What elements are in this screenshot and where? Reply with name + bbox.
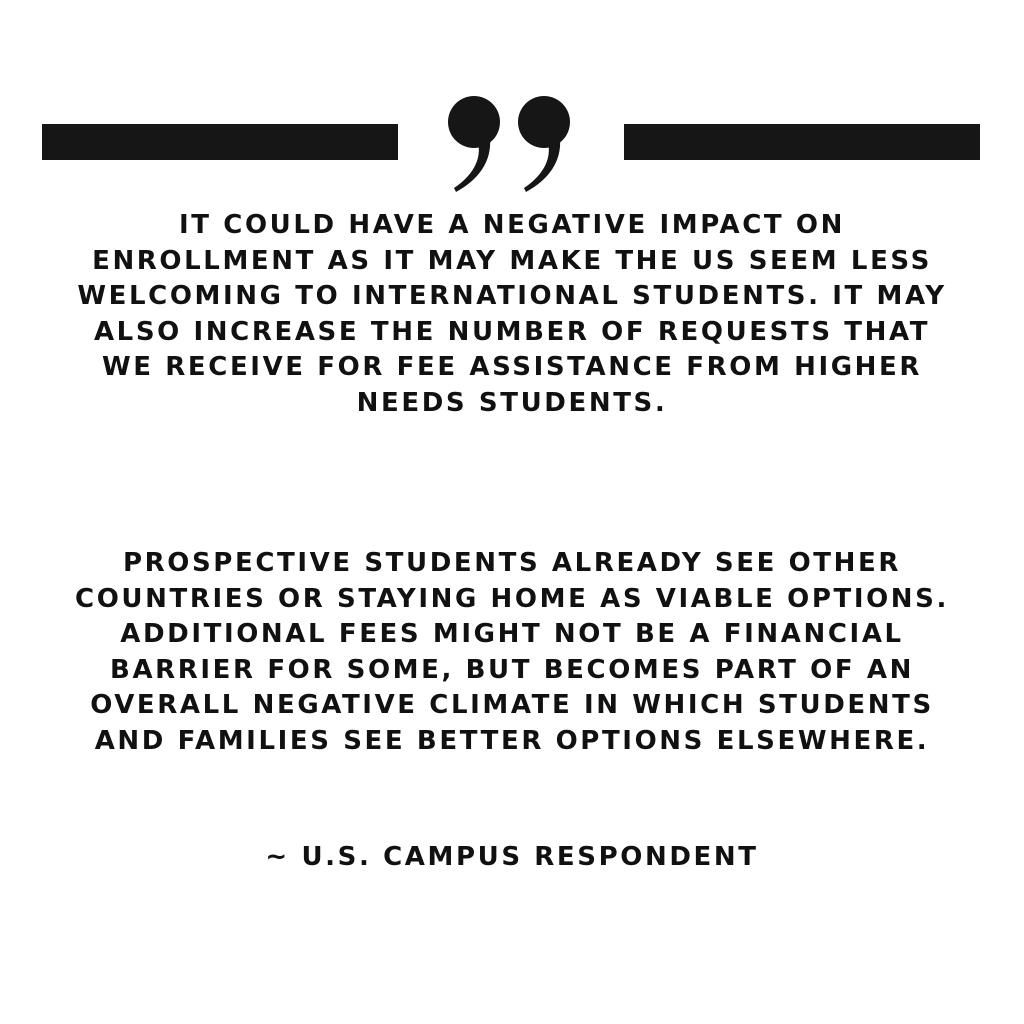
quote-line: ADDITIONAL FEES MIGHT NOT BE A FINANCIAL xyxy=(120,619,904,649)
quote-line: ALSO INCREASE THE NUMBER OF REQUESTS THAT xyxy=(93,316,931,347)
quote-line: BARRIER FOR SOME, BUT BECOMES PART OF AN xyxy=(110,654,914,685)
left-divider-bar xyxy=(42,124,398,160)
quote-attribution: ~ U.S. CAMPUS RESPONDENT xyxy=(265,842,759,872)
quote-line: OVERALL NEGATIVE CLIMATE IN WHICH STUDENTS xyxy=(90,690,934,720)
quote-line: WE RECEIVE FOR FEE ASSISTANCE FROM HIGHER xyxy=(101,352,922,382)
quote-line: WELCOMING TO INTERNATIONAL STUDENTS. IT MAY xyxy=(77,281,947,311)
closing-quote-icon xyxy=(442,92,580,194)
quote-line: COUNTRIES OR STAYING HOME AS VIABLE OPTIONS. xyxy=(75,583,949,614)
quote-line: NEEDS STUDENTS. xyxy=(356,387,668,418)
quote-line: PROSPECTIVE STUDENTS ALREADY SEE OTHER xyxy=(123,548,901,578)
quote-line: AND FAMILIES SEE BETTER OPTIONS ELSEWHERE. xyxy=(94,725,930,756)
quote-line: ENROLLMENT AS IT MAY MAKE THE US SEEM LESS xyxy=(92,245,932,276)
quote-paragraph-2 xyxy=(40,546,984,759)
quote-line: IT COULD HAVE A NEGATIVE IMPACT ON xyxy=(179,210,845,240)
quote-paragraph-1 xyxy=(40,208,984,421)
right-divider-bar xyxy=(624,124,980,160)
